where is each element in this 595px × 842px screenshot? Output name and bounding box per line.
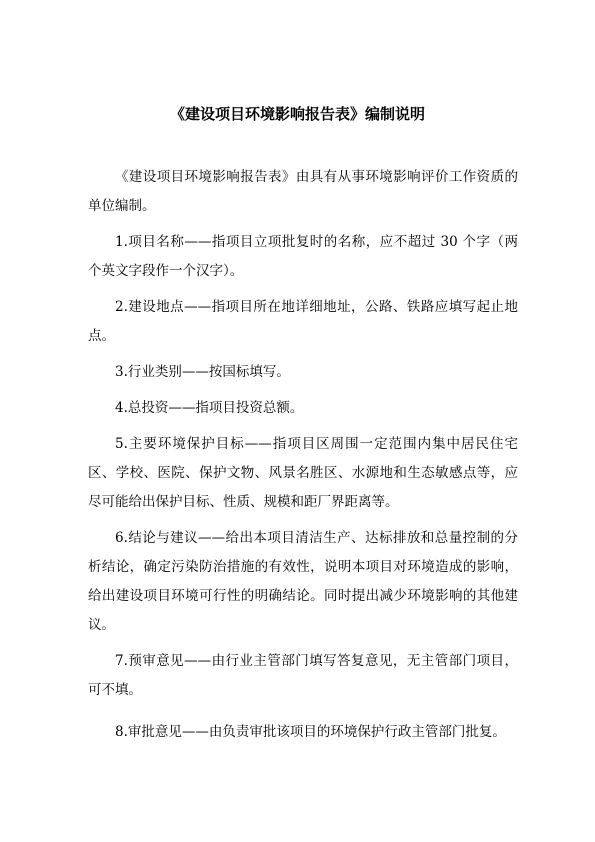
item-total-investment: 4.总投资——指项目投资总额。 <box>115 400 304 416</box>
document-title: 《建设项目环境影响报告表》编制说明 <box>169 105 425 123</box>
item-preliminary-review: 7.预审意见——由行业主管部门填写答复意见，无主管部门项目，可不填。 <box>88 653 518 698</box>
intro-paragraph: 《建设项目环境影响报告表》由具有从事环境影响评价工作资质的单位编制。 <box>88 169 518 214</box>
document-body <box>88 163 518 747</box>
item-protection-targets: 5.主要环境保护目标——指项目区周围一定范围内集中居民住宅区、学校、医院、保护文物、风景名胜区、水源地和生态敏感点等，应尽可能给出保护目标、性质、规模和距厂界距离等。 <box>88 436 518 510</box>
item-conclusions: 6.结论与建议——给出本项目清洁生产、达标排放和总量控制的分析结论，确定污染防治措施的有效性，说明本项目对环境造成的影响，给出建设项目环境可行性的明确结论。同时提出减少环境影响的其他建议。 <box>88 530 518 633</box>
item-approval-opinion: 8.审批意见——由负责审批该项目的环境保护行政主管部门批复。 <box>115 724 506 740</box>
item-construction-site: 2.建设地点——指项目所在地详细地址，公路、铁路应填写起止地点。 <box>88 299 518 344</box>
item-industry-category: 3.行业类别——按国标填写。 <box>115 364 290 380</box>
item-project-name: 1.项目名称——指项目立项批复时的名称，应不超过 30 个字（两个英文字段作一个汉字）。 <box>88 234 518 279</box>
